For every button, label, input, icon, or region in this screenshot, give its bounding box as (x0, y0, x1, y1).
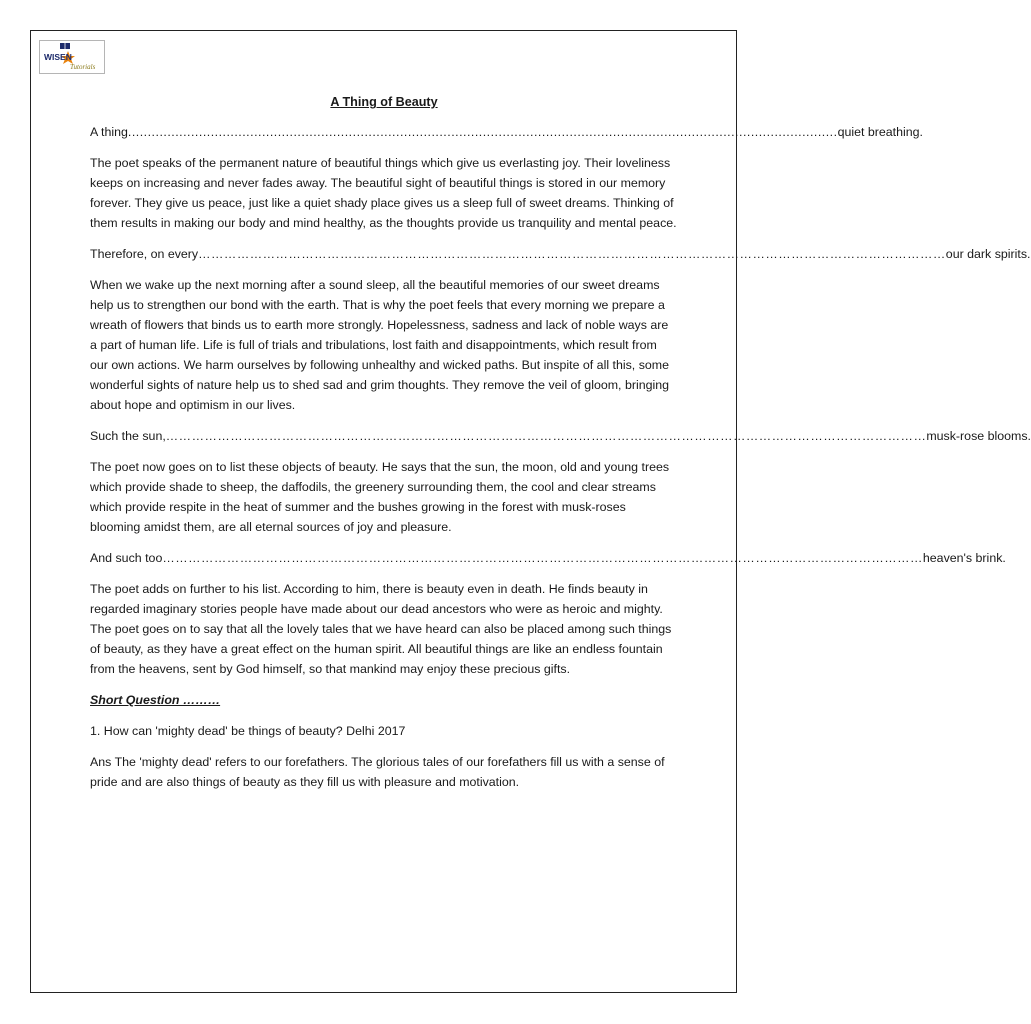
poem-line-4 (90, 548, 1006, 568)
short-question-heading: Short Question ……… (90, 693, 221, 707)
poem-line-1 (90, 122, 923, 142)
document-body (90, 92, 1031, 803)
line-start: And such too (90, 551, 163, 565)
paragraph-1: The poet speaks of the permanent nature of beautiful things which give us everlasting joy. Their loveliness keeps on increasing and never fades away. The beautiful sight of beautiful things is stored in our memory forever. They give us peace, just like a quiet shady place gives us a sleep full of sweet dreams. Thinking of them results in making our body and mind healthy, as the thoughts provide us tranquility and mental peace. (90, 156, 677, 230)
line-end: our dark spirits. (945, 247, 1031, 261)
wisen-tutorials-logo (39, 40, 105, 74)
answer-1: Ans The 'mighty dead' refers to our forefathers. The glorious tales of our forefathers fill us with a sense of pride and are also things of beauty as they fill us with pleasure and motivation. (90, 755, 665, 789)
line-end: musk-rose blooms. (926, 429, 1031, 443)
dotted-leader: …………………………………………………………………………………………………………………………………………………………… (162, 551, 923, 565)
poem-line-2 (90, 244, 1031, 264)
dotted-leader: …………………………………………………………………………………………………………………………………………………………… (165, 429, 927, 443)
paragraph-2: When we wake up the next morning after a sound sleep, all the beautiful memories of our sweet dreams help us to strengthen our bond with the earth. That is why the poet feels that every morning we prepare a wreath of flowers that binds us to earth more strongly. Hopelessness, sadness and lack of noble ways are a part of human life. Life is full of trials and tribulations, lost faith and disappointments, which result from our own actions. We harm ourselves by following unhealthy and wicked paths. But inspite of all this, some wonderful sights of nature help us to shed sad and grim thoughts. They remove the veil of gloom, bringing about hope and optimism in our lives. (90, 278, 670, 412)
paragraph-3: The poet now goes on to list these objects of beauty. He says that the sun, the moon, old and young trees which provide shade to sheep, the daffodils, the greenery surrounding them, the cool and clear streams which provide respite in the heat of summer and the bushes growing in the forest with musk-roses blooming amidst them, are all eternal sources of joy and pleasure. (90, 460, 670, 534)
line-start: Therefore, on every (90, 247, 199, 261)
question-1: 1. How can 'mighty dead' be things of beauty? Delhi 2017 (90, 724, 406, 738)
dotted-leader: .................................................................................................................................................................................... (127, 125, 838, 139)
line-end: heaven's brink. (922, 551, 1006, 565)
document-title: A Thing of Beauty (330, 95, 438, 109)
paragraph-4: The poet adds on further to his list. According to him, there is beauty even in death. He finds beauty in regarded imaginary stories people have made about our dead ancestors who were as heroic and mighty. The poet goes on to say that all the lovely tales that we have heard can also be placed among such things of beauty, as they have a great effect on the human spirit. All beautiful things are like an endless fountain from the heavens, sent by God himself, so that mankind may enjoy these precious gifts. (90, 582, 672, 676)
svg-text:WISEN: WISEN (44, 52, 72, 62)
line-end: quiet breathing. (837, 125, 923, 139)
dotted-leader: ………………………………………………………………………………………………………………………………………………………… (198, 247, 946, 261)
svg-text:Tutorials: Tutorials (70, 63, 96, 71)
line-start: A thing (90, 125, 128, 139)
poem-line-3 (90, 426, 1031, 446)
line-start: Such the sun, (90, 429, 166, 443)
